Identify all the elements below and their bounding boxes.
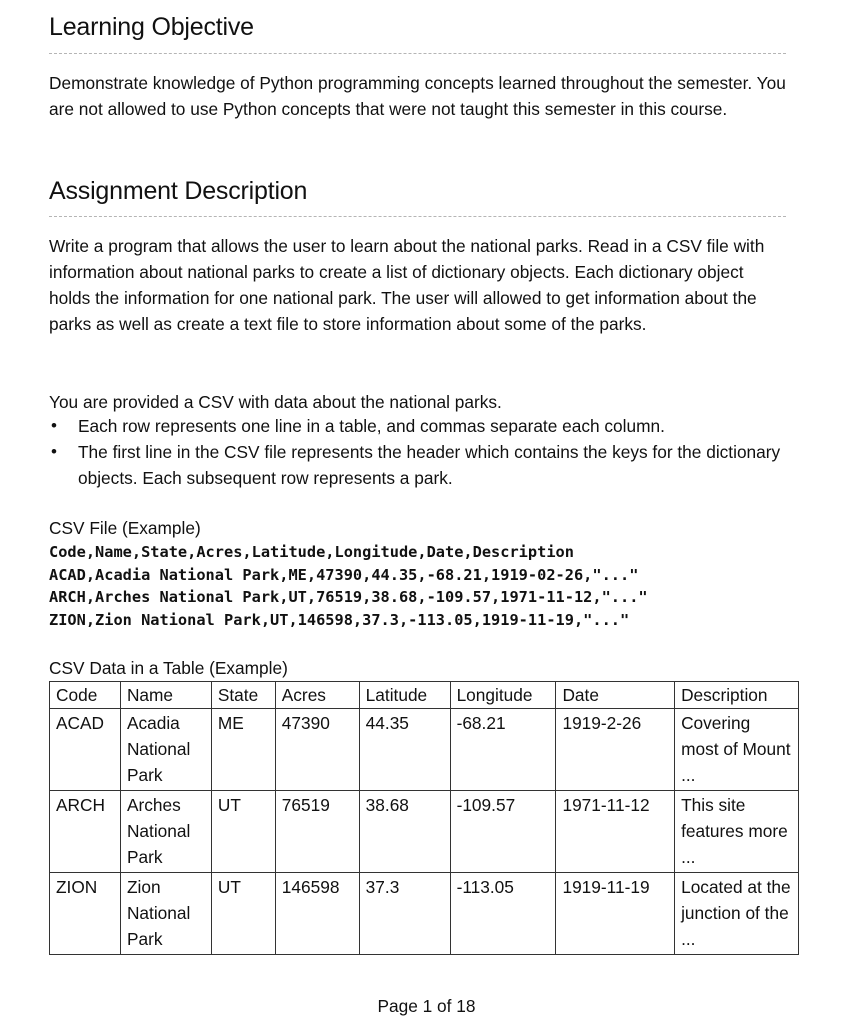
learning-objective-text: Demonstrate knowledge of Python programming concepts learned throughout the semester. You are not allowed to use Python concepts that were not taught this semester in this course. [49,73,786,119]
table-cell: 44.35 [359,709,450,791]
table-cell: 1971-11-12 [556,791,675,873]
table-cell: Acadia National Park [120,709,211,791]
table-header-row [50,682,799,709]
table-cell: 76519 [275,791,359,873]
column-header: Date [556,682,675,709]
table-cell: 38.68 [359,791,450,873]
column-header: Acres [275,682,359,709]
column-header: State [211,682,275,709]
section-divider [49,216,786,217]
table-cell: UT [211,791,275,873]
table-cell: 47390 [275,709,359,791]
table-cell: ARCH [50,791,121,873]
csv-data-table [49,681,799,955]
table-cell: -68.21 [450,709,556,791]
table-cell: ME [211,709,275,791]
table-cell: Located at the junction of the ... [675,873,799,955]
bullet-icon: • [51,442,57,461]
column-header: Name [120,682,211,709]
bullet-icon: • [51,416,57,435]
heading-assignment-description: Assignment Description [49,177,308,205]
table-row [50,791,799,873]
table-cell: -113.05 [450,873,556,955]
page-number: Page 1 of 18 [377,996,476,1016]
table-cell: 1919-11-19 [556,873,675,955]
column-header: Code [50,682,121,709]
table-cell: ZION [50,873,121,955]
bullet-text: Each row represents one line in a table, and commas separate each column. [78,416,665,436]
list-item [49,439,789,491]
table-cell: ACAD [50,709,121,791]
column-header: Longitude [450,682,556,709]
csv-line: Code,Name,State,Acres,Latitude,Longitude,Date,Description [49,543,574,561]
table-cell: 37.3 [359,873,450,955]
table-cell: 146598 [275,873,359,955]
table-cell: 1919-2-26 [556,709,675,791]
csv-example-title: CSV File (Example) [49,518,201,538]
table-title: CSV Data in a Table (Example) [49,658,288,678]
table-cell: Arches National Park [120,791,211,873]
provided-csv-text: You are provided a CSV with data about the national parks. [49,392,502,412]
column-header: Description [675,682,799,709]
table-cell: Zion National Park [120,873,211,955]
table-cell: UT [211,873,275,955]
list-item [49,413,789,439]
column-header: Latitude [359,682,450,709]
section-divider [49,53,786,54]
csv-line: ACAD,Acadia National Park,ME,47390,44.35,-68.21,1919-02-26,"..." [49,565,639,584]
table-cell: -109.57 [450,791,556,873]
table-row [50,873,799,955]
assignment-description-text: Write a program that allows the user to learn about the national parks. Read in a CSV file with information about national parks to create a list of dictionary objects. Each dictionary object holds the information for one national park. The user will allowed to get information about the parks as well as create a text file to store information about some of the parks. [49,236,765,334]
table-row [50,709,799,791]
csv-line: ZION,Zion National Park,UT,146598,37.3,-113.05,1919-11-19,"..." [49,610,630,629]
table-cell: This site features more ... [675,791,799,873]
heading-learning-objective: Learning Objective [49,13,254,41]
table-cell: Covering most of Mount ... [675,709,799,791]
csv-bullet-list [49,413,789,491]
csv-line: ARCH,Arches National Park,UT,76519,38.68,-109.57,1971-11-12,"..." [49,588,648,606]
csv-code-block [49,541,648,631]
bullet-text: The first line in the CSV file represents the header which contains the keys for the dictionary objects. Each subsequent row represents a park. [78,442,781,488]
